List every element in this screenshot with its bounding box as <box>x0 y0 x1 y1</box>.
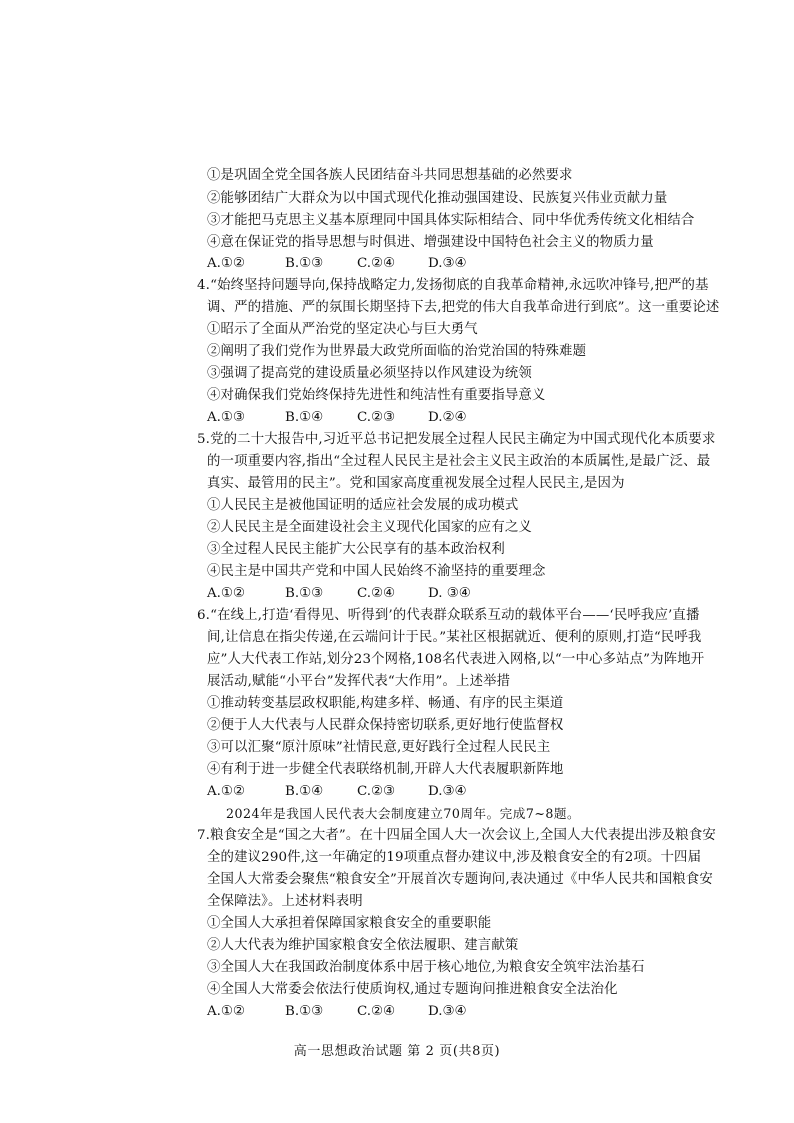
option-c: C.②④ <box>357 1004 396 1019</box>
q3-statement: ④意在保证党的指导思想与时俱进、增强建设中国特色社会主义的物质力量 <box>207 235 654 250</box>
option-d: D.③④ <box>428 1004 467 1019</box>
option-b: B.①④ <box>285 784 324 799</box>
option-b: B.①④ <box>285 410 324 425</box>
option-d: D.②④ <box>428 410 467 425</box>
q6-statement: ①推动转变基层政权职能,构建多样、畅通、有序的民主渠道 <box>207 696 564 711</box>
q3-statement: ③才能把马克思主义基本原理同中国具体实际相结合、同中华优秀传统文化相结合 <box>207 213 695 228</box>
option-d: D.③④ <box>428 784 467 799</box>
q7-stem: 全的建议290件,这一年确定的19项重点督办建议中,涉及粮食安全的有2项。十四届 <box>207 850 702 865</box>
option-b: B.①③ <box>285 256 324 271</box>
q4-stem: 调、严的措施、严的氛围长期坚持下去,把党的伟大自我革命进行到底”。这一重要论述 <box>207 300 720 315</box>
q4-statement: ①昭示了全面从严治党的坚定决心与巨大勇气 <box>207 322 478 337</box>
q4-statement: ③强调了提高党的建设质量必须坚持以作风建设为统领 <box>207 366 532 381</box>
option-a: A.①③ <box>207 410 245 425</box>
option-a: A.①② <box>207 784 245 799</box>
q5-statement: ②人民民主是全面建设社会主义现代化国家的应有之义 <box>207 520 532 535</box>
q4-statement: ④对确保我们党始终保持先进性和纯洁性有重要指导意义 <box>207 388 546 403</box>
q4-options <box>207 408 547 428</box>
q6-stem: 6.“在线上,打造‘看得见、听得到’的代表群众联系互动的载体平台——‘民呼我应’直播 <box>197 608 700 623</box>
q5-statement: ④民主是中国共产党和中国人民始终不渝坚持的重要理念 <box>207 564 546 579</box>
q7-stem: 全保障法》。上述材料表明 <box>207 894 363 909</box>
q5-stem: 真实、最管用的民主”。党和国家高度重视发展全过程人民民主,是因为 <box>207 476 625 491</box>
q6-stem: 展活动,赋能“小平台”发挥代表“大作用”。上述举措 <box>207 674 511 689</box>
q7-statement: ④全国人大常委会依法行使质询权,通过专题询问推进粮食安全法治化 <box>207 982 618 997</box>
q5-statement: ①人民民主是被他国证明的适应社会发展的成功模式 <box>207 498 519 513</box>
option-b: B.①③ <box>285 586 324 601</box>
option-b: B.①③ <box>285 1004 324 1019</box>
q5-options <box>207 584 547 604</box>
q3-statement: ②能够团结广大群众为以中国式现代化推动强国建设、民族复兴伟业贡献力量 <box>207 191 668 206</box>
option-c: C.②③ <box>357 410 396 425</box>
q7-stem: 7.粮食安全是“国之大者”。在十四届全国人大一次会议上,全国人大代表提出涉及粮食安 <box>197 828 716 843</box>
q6-options <box>207 782 547 802</box>
option-c: C.②④ <box>357 586 396 601</box>
option-d: D.③④ <box>428 256 467 271</box>
q7-options <box>207 1002 547 1022</box>
q3-statement: ①是巩固全党全国各族人民团结奋斗共同思想基础的必然要求 <box>207 168 573 183</box>
option-a: A.①② <box>207 586 245 601</box>
q6-statement: ④有利于进一步健全代表联络机制,开辟人大代表履职新阵地 <box>207 762 564 777</box>
q3-options <box>207 254 547 274</box>
option-a: A.①② <box>207 1004 245 1019</box>
option-a: A.①② <box>207 256 245 271</box>
q6-statement: ③可以汇聚“原汁原味”社情民意,更好践行全过程人民民主 <box>207 740 551 755</box>
q5-statement: ③全过程人民民主能扩大公民享有的基本政治权利 <box>207 542 505 557</box>
option-c: C.②③ <box>357 784 396 799</box>
page-footer: 高一思想政治试题 第 2 页(共8页) <box>293 1044 501 1059</box>
q4-statement: ②阐明了我们党作为世界最大政党所面临的治党治国的特殊难题 <box>207 344 587 359</box>
section-intro: 2024年是我国人民代表大会制度建立70周年。完成7~8题。 <box>226 806 581 821</box>
option-c: C.②④ <box>357 256 396 271</box>
q6-statement: ②便于人大代表与人民群众保持密切联系,更好地行使监督权 <box>207 718 564 733</box>
q5-stem: 的一项重要内容,指出“全过程人民民主是社会主义民主政治的本质属性,是最广泛、最 <box>207 454 711 469</box>
q6-stem: 间,让信息在指尖传递,在云端问计于民。”某社区根据就近、便利的原则,打造“民呼我 <box>207 630 702 645</box>
q4-stem: 4.“始终坚持问题导向,保持战略定力,发扬彻底的自我革命精神,永远吹冲锋号,把严的基 <box>197 278 709 293</box>
q6-stem: 应”人大代表工作站,划分23个网格,108名代表进入网格,以“一中心多站点”为阵地开 <box>207 652 705 667</box>
option-d: D. ③④ <box>428 586 471 601</box>
q7-statement: ③全国人大在我国政治制度体系中居于核心地位,为粮食安全筑牢法治基石 <box>207 960 645 975</box>
q7-statement: ①全国人大承担着保障国家粮食安全的重要职能 <box>207 916 492 931</box>
q5-stem: 5.党的二十大报告中,习近平总书记把发展全过程人民民主确定为中国式现代化本质要求 <box>197 432 716 447</box>
q7-statement: ②人大代表为维护国家粮食安全依法履职、建言献策 <box>207 938 519 953</box>
q7-stem: 全国人大常委会聚焦“粮食安全”开展首次专题询问,表决通过《中华人民共和国粮食安 <box>207 872 713 887</box>
